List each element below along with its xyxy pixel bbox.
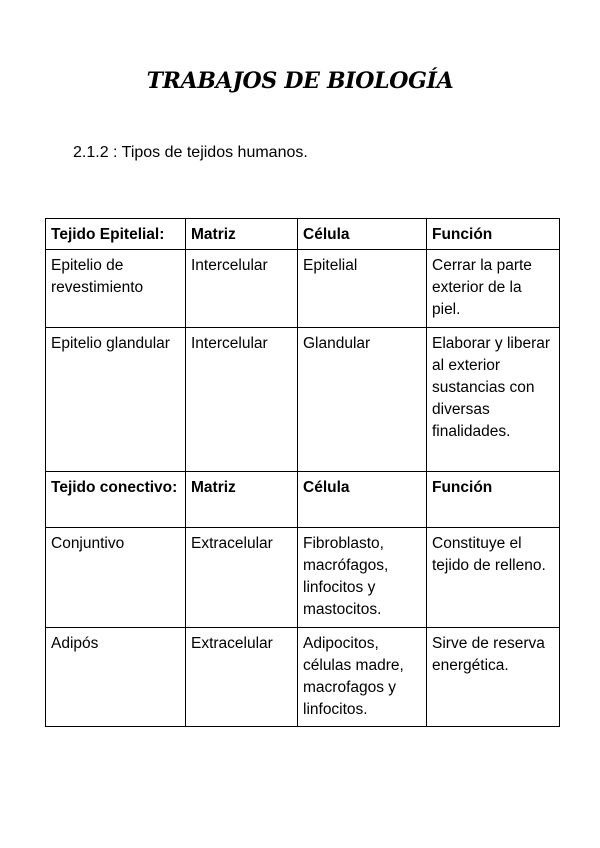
- cell-type-cell: Glandular: [298, 328, 427, 472]
- table-header-row-epithelial: [46, 219, 560, 250]
- table-row: [46, 328, 560, 472]
- section-heading: 2.1.2 : Tipos de tejidos humanos.: [73, 144, 308, 161]
- cell-type-cell: Fibroblasto, macrófagos, linfocitos y mastocitos.: [298, 528, 427, 628]
- header-cell-cell: Célula: [298, 472, 427, 528]
- function-cell: Cerrar la parte exterior de la piel.: [427, 250, 560, 328]
- matrix-cell: Extracelular: [186, 528, 298, 628]
- matrix-cell: Intercelular: [186, 328, 298, 472]
- table-row: [46, 528, 560, 628]
- header-cell-cell: Célula: [298, 219, 427, 250]
- header-cell-matrix: Matriz: [186, 219, 298, 250]
- matrix-cell: Extracelular: [186, 628, 298, 727]
- tissue-types-table: [45, 218, 560, 727]
- function-cell: Elaborar y liberar al exterior sustancias con diversas finalidades.: [427, 328, 560, 472]
- tissue-name-cell: Conjuntivo: [46, 528, 186, 628]
- table-row: [46, 628, 560, 727]
- cell-type-cell: Epitelial: [298, 250, 427, 328]
- function-cell: Constituye el tejido de relleno.: [427, 528, 560, 628]
- tissue-name-cell: Epitelio de revestimiento: [46, 250, 186, 328]
- header-cell-tissue: Tejido Epitelial:: [46, 219, 186, 250]
- page-title: TRABAJOS DE BIOLOGÍA: [146, 68, 454, 94]
- header-cell-function: Función: [427, 472, 560, 528]
- tissue-name-cell: Epitelio glandular: [46, 328, 186, 472]
- header-cell-matrix: Matriz: [186, 472, 298, 528]
- header-cell-function: Función: [427, 219, 560, 250]
- matrix-cell: Intercelular: [186, 250, 298, 328]
- header-cell-tissue: Tejido conectivo:: [46, 472, 186, 528]
- table-row: [46, 250, 560, 328]
- function-cell: Sirve de reserva energética.: [427, 628, 560, 727]
- cell-type-cell: Adipocitos, células madre, macrofagos y linfocitos.: [298, 628, 427, 727]
- tissue-name-cell: Adipós: [46, 628, 186, 727]
- table-header-row-connective: [46, 472, 560, 528]
